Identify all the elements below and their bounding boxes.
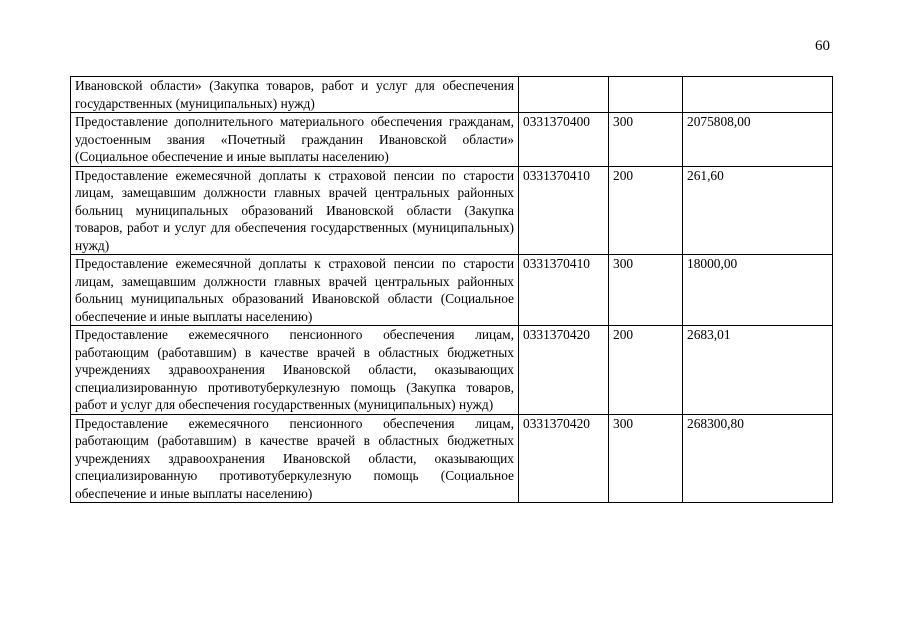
target-code-cell: 0331370410 (519, 166, 609, 255)
amount-cell: 18000,00 (683, 255, 833, 326)
expense-type-cell: 200 (609, 166, 683, 255)
page-number: 60 (815, 38, 830, 54)
expense-name-cell: Предоставление ежемесячной доплаты к страховой пенсии по старости лицам, замещавшим должности главных врачей центральных районных больниц муниципальных образований Ивановской области (Закупка товаров, работ и услуг для обеспечения государственных (муниципальных) нужд) (71, 166, 519, 255)
table-row (71, 326, 833, 415)
expense-type-cell: 300 (609, 255, 683, 326)
expense-type-cell: 200 (609, 326, 683, 415)
expense-type-cell: 300 (609, 113, 683, 167)
budget-table (70, 76, 833, 503)
target-code-cell: 0331370410 (519, 255, 609, 326)
expense-type-cell: 300 (609, 414, 683, 503)
expense-name-cell: Предоставление ежемесячной доплаты к страховой пенсии по старости лицам, замещавшим должности главных врачей центральных районных больниц муниципальных образований Ивановской области (Социальное обеспечение и иные выплаты населению) (71, 255, 519, 326)
table-row (71, 77, 833, 113)
expense-name-cell: Предоставление ежемесячного пенсионного обеспечения лицам, работающим (работавшим) в качестве врачей в областных бюджетных учреждениях здравоохранения Ивановской области, оказывающих специализированную противотуберкулезную помощь (Социальное обеспечение и иные выплаты населению) (71, 414, 519, 503)
expense-type-cell (609, 77, 683, 113)
amount-cell: 261,60 (683, 166, 833, 255)
amount-cell (683, 77, 833, 113)
table-row (71, 113, 833, 167)
expense-name-cell: Ивановской области» (Закупка товаров, работ и услуг для обеспечения государственных (муниципальных) нужд) (71, 77, 519, 113)
amount-cell: 2683,01 (683, 326, 833, 415)
target-code-cell: 0331370420 (519, 326, 609, 415)
expense-name-cell: Предоставление ежемесячного пенсионного обеспечения лицам, работающим (работавшим) в качестве врачей в областных бюджетных учреждениях здравоохранения Ивановской области, оказывающих специализированную противотуберкулезную помощь (Закупка товаров, работ и услуг для обеспечения государственных (муниципальных) нужд) (71, 326, 519, 415)
table-row (71, 166, 833, 255)
table-row (71, 255, 833, 326)
amount-cell: 268300,80 (683, 414, 833, 503)
amount-cell: 2075808,00 (683, 113, 833, 167)
expense-name-cell: Предоставление дополнительного материального обеспечения гражданам, удостоенным звания «Почетный гражданин Ивановской области» (Социальное обеспечение и иные выплаты населению) (71, 113, 519, 167)
table-row (71, 414, 833, 503)
target-code-cell: 0331370400 (519, 113, 609, 167)
target-code-cell: 0331370420 (519, 414, 609, 503)
target-code-cell (519, 77, 609, 113)
